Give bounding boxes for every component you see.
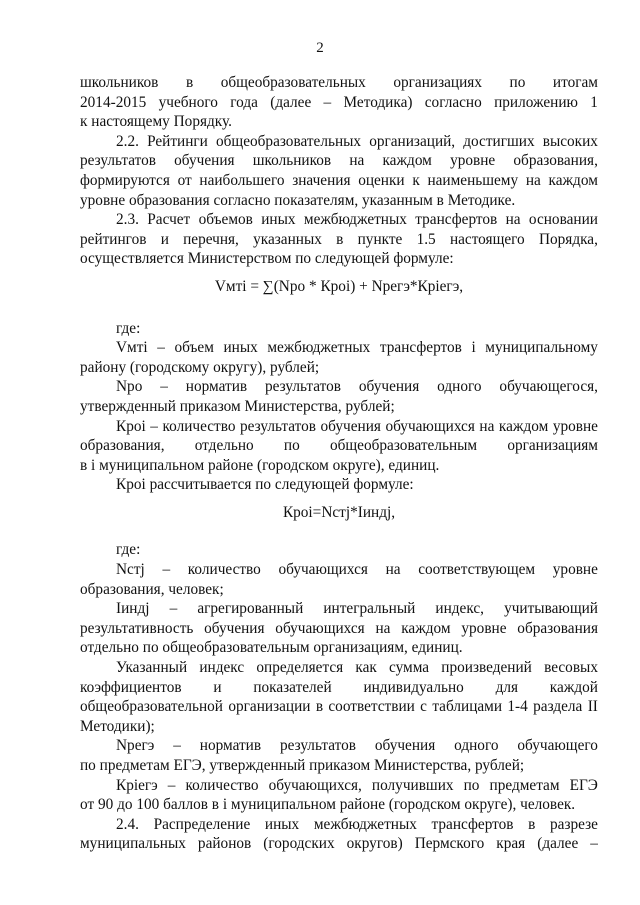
word: указанных <box>253 230 322 248</box>
text-line: району (городскому округу), рублей; <box>80 358 320 376</box>
text-line <box>80 93 598 113</box>
word: трансфертов <box>415 211 498 229</box>
word: учебного <box>158 93 218 111</box>
text-line <box>80 697 598 717</box>
text-line <box>80 132 598 152</box>
word: от <box>177 171 192 189</box>
text-line: где: <box>116 541 141 559</box>
word: произведений <box>441 659 532 677</box>
word: в <box>528 815 536 833</box>
word: 1 <box>590 93 598 111</box>
word: Пермского <box>414 835 485 853</box>
word: пункте <box>357 230 403 248</box>
word: получивших <box>371 776 454 794</box>
text-line <box>80 658 598 678</box>
word: образования, <box>513 152 598 170</box>
word: результатов <box>265 378 341 396</box>
word: каждом <box>382 152 432 170</box>
word: обучающихся <box>278 561 368 579</box>
word: индивидуально <box>363 678 464 696</box>
text-line <box>80 815 598 835</box>
word: уровне <box>552 561 598 579</box>
word: количество <box>185 776 259 794</box>
word: раздела <box>533 698 583 716</box>
text-line: образования, человек; <box>80 580 224 598</box>
word: соответствии <box>328 698 415 716</box>
word: школьников <box>80 74 159 91</box>
word: округов) <box>346 835 403 853</box>
word: высоких <box>542 132 598 150</box>
word: основании <box>528 211 598 229</box>
word: муниципальных <box>80 835 186 853</box>
word: сумма <box>389 659 430 677</box>
word: обучения <box>204 619 265 637</box>
word: муниципальному <box>485 339 598 357</box>
formula-kroi: Кроi=Nстj*Iиндj, <box>282 503 396 521</box>
word: края <box>496 835 526 853</box>
word: уровне <box>450 152 496 170</box>
word: формируются <box>80 171 170 189</box>
paragraph-group-1 <box>80 73 598 269</box>
word: рейтингов <box>80 230 147 248</box>
paragraph-group-2 <box>80 319 598 495</box>
word: как <box>355 659 377 677</box>
word: с <box>420 698 427 716</box>
word: учитывающий <box>504 600 598 618</box>
word: на <box>505 211 521 229</box>
word: обучения <box>374 737 436 755</box>
word: к <box>412 171 420 189</box>
word: II <box>587 698 598 716</box>
word: i <box>471 339 476 357</box>
body-text <box>80 73 598 854</box>
word: организаций, <box>369 132 456 150</box>
word: объем <box>174 339 214 357</box>
paragraph-group-3 <box>80 540 598 854</box>
word: 1.5 <box>416 230 436 248</box>
text-line: от 90 до 100 баллов в i муниципальном районе (городском округе), человек. <box>80 796 576 814</box>
word: 1-4 <box>507 698 528 716</box>
word: 2014-2015 <box>80 93 147 111</box>
text-line <box>80 210 598 230</box>
word: Vмтi <box>116 339 148 357</box>
text-line <box>80 560 598 580</box>
text-line <box>80 678 598 698</box>
word: обучающихся, <box>268 776 362 794</box>
word: обучающихся <box>385 417 475 435</box>
text-line: осуществляется Министерством по следующей формуле: <box>80 250 454 268</box>
word: – <box>173 737 181 755</box>
word: 2.2. <box>116 132 139 150</box>
text-line: утвержденный приказом Министерства, рублей; <box>80 397 395 415</box>
word: образования <box>517 619 598 637</box>
word: общеобразовательным <box>329 437 478 455</box>
word: общеобразовательной <box>80 698 223 716</box>
word: Расчет <box>147 211 191 229</box>
word: итогам <box>552 74 598 91</box>
text-line <box>80 436 598 456</box>
text-line: уровне образования согласно показателям, указанным в Методике. <box>80 191 516 209</box>
text-line <box>80 736 598 756</box>
word: и <box>213 678 222 696</box>
word: обучения <box>320 417 381 435</box>
word: обучающихся <box>275 619 365 637</box>
word: организации <box>228 698 311 716</box>
word: результатов <box>240 417 316 435</box>
word: уровне <box>552 417 598 435</box>
text-line: Методики); <box>80 717 155 735</box>
text-line <box>80 834 598 854</box>
word: – <box>160 378 168 396</box>
text-line <box>80 171 598 191</box>
word: ЕГЭ <box>569 776 598 794</box>
word: на <box>375 619 391 637</box>
word: межбюджетных <box>267 339 371 357</box>
word: трансфертов <box>431 815 514 833</box>
word: трансфертов <box>379 339 462 357</box>
word: уровне <box>461 619 507 637</box>
word: значения <box>292 171 351 189</box>
text-line <box>80 151 598 171</box>
word: для <box>495 678 519 696</box>
word: организациям <box>507 437 598 455</box>
word: Методика) <box>343 93 413 111</box>
word: в <box>315 698 324 716</box>
text-line: отдельно по общеобразовательным организациям, единиц. <box>80 639 463 657</box>
text-line: в i муниципальном районе (городском округе), единиц. <box>80 456 440 474</box>
word: в <box>336 230 344 248</box>
word: Указанный <box>116 659 188 677</box>
word: – <box>169 600 178 618</box>
word: Рейтинги <box>147 132 208 150</box>
text-line: Кроi рассчитывается по следующей формуле: <box>116 476 414 494</box>
word: каждом <box>498 417 549 435</box>
word: (далее <box>270 93 312 111</box>
word: одного <box>437 378 482 396</box>
text-line <box>80 230 598 250</box>
word: – <box>150 417 158 435</box>
word: (далее <box>537 835 579 853</box>
word: настоящего <box>449 230 525 248</box>
word: Iиндj <box>116 600 150 618</box>
word: согласно <box>424 93 482 111</box>
word: иных <box>261 211 296 229</box>
word: количество <box>187 561 261 579</box>
word: организациях <box>393 74 482 91</box>
word: – <box>162 561 171 579</box>
word: коэффициентов <box>80 678 182 696</box>
word: 2.4. <box>116 815 139 833</box>
word: весовых <box>544 659 598 677</box>
word: образования, <box>80 437 165 455</box>
word: каждом <box>401 619 451 637</box>
word: межбюджетных <box>303 211 407 229</box>
word: объемов <box>198 211 253 229</box>
word: обучения <box>358 378 420 396</box>
word: по <box>509 74 526 91</box>
word: наименьшему <box>427 171 519 189</box>
word: иных <box>223 339 258 357</box>
text-line <box>80 73 598 93</box>
word: школьников <box>252 152 332 170</box>
word: индекс <box>199 659 245 677</box>
word: одного <box>454 737 499 755</box>
word: предметам <box>489 776 560 794</box>
word: иных <box>264 815 300 833</box>
word: результативность <box>80 619 194 637</box>
word: перечня, <box>183 230 239 248</box>
word: межбюджетных <box>313 815 417 833</box>
word: разрезе <box>550 815 598 833</box>
word: и <box>160 230 169 248</box>
word: года <box>230 93 258 111</box>
text-line: где: <box>116 319 141 337</box>
word: на <box>479 417 495 435</box>
word: общеобразовательных <box>215 132 362 150</box>
word: – <box>590 835 598 853</box>
text-line <box>80 377 598 397</box>
word: приложению <box>494 93 578 111</box>
word: общеобразовательных <box>220 74 366 91</box>
word: (городских <box>263 835 335 853</box>
text-line: к настоящему Порядку. <box>80 113 232 131</box>
word: отдельно <box>194 437 254 455</box>
word: – <box>167 776 176 794</box>
word: оценки <box>358 171 405 189</box>
word: Кроi <box>116 417 146 435</box>
word: агрегированный <box>197 600 304 618</box>
word: – <box>157 339 165 357</box>
word: наибольшего <box>199 171 285 189</box>
word: соответствующем <box>418 561 536 579</box>
word: 2.3. <box>116 211 139 229</box>
word: обучения <box>174 152 235 170</box>
word: по <box>463 776 480 794</box>
word: достигших <box>463 132 535 150</box>
word: определяется <box>256 659 344 677</box>
word: таблицами <box>432 698 503 716</box>
word: обучающего <box>517 737 598 755</box>
page-number: 2 <box>316 40 324 56</box>
word: индекс, <box>435 600 484 618</box>
text-line <box>80 619 598 639</box>
word: по <box>283 437 300 455</box>
word: каждом <box>548 171 598 189</box>
text-line <box>80 417 598 437</box>
word: Nро <box>116 378 143 396</box>
word: Порядка, <box>538 230 598 248</box>
word: Nрегэ <box>116 737 155 755</box>
word: районов <box>197 835 252 853</box>
word: на <box>385 561 401 579</box>
word: – <box>323 93 332 111</box>
word: Nстj <box>116 561 145 579</box>
word: показателей <box>253 678 332 696</box>
formula-vmt: Vмтi = ∑(Nро * Кроi) + Nрегэ*Крiегэ, <box>214 277 464 295</box>
word: обучающегося, <box>499 378 598 396</box>
text-line <box>80 776 598 796</box>
word: Крiегэ <box>116 776 158 794</box>
word: на <box>349 152 365 170</box>
word: результатов <box>80 152 156 170</box>
word: каждой <box>549 678 598 696</box>
word: в <box>185 74 194 91</box>
text-line <box>80 338 598 358</box>
text-line: по предметам ЕГЭ, утвержденный приказом Министерства, рублей; <box>80 757 525 774</box>
word: интегральный <box>323 600 416 618</box>
word: норматив <box>185 378 248 396</box>
word: норматив <box>199 737 262 755</box>
word: Распределение <box>153 815 251 833</box>
text-line <box>80 599 598 619</box>
word: на <box>525 171 541 189</box>
word: результатов <box>279 737 356 755</box>
word: количество <box>162 417 236 435</box>
